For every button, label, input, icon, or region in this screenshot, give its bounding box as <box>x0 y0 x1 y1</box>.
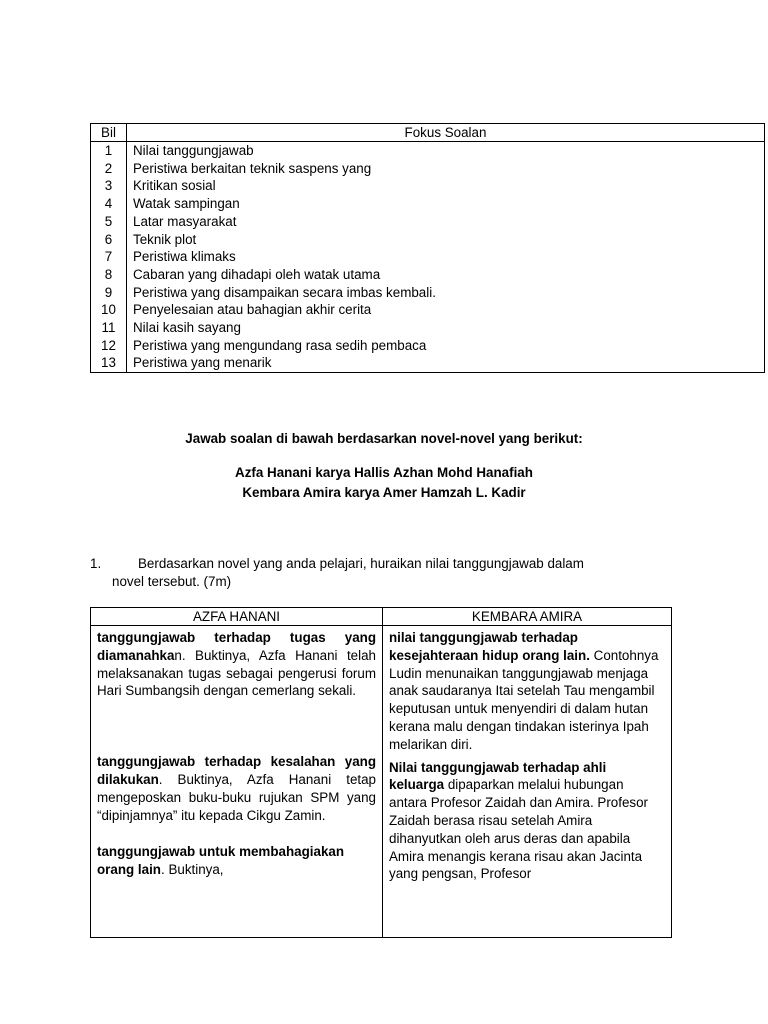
focus-row-text: Peristiwa yang mengundang rasa sedih pembaca <box>127 337 765 355</box>
focus-row-text: Peristiwa berkaitan teknik saspens yang <box>127 160 765 178</box>
focus-row <box>91 284 765 302</box>
question-number: 1. <box>90 556 102 571</box>
focus-row <box>91 142 765 160</box>
focus-row-text: Kritikan sosial <box>127 177 765 195</box>
header-bil: Bil <box>91 124 127 142</box>
left-point-3 <box>97 843 376 879</box>
focus-row-text: Peristiwa yang menarik <box>127 354 765 372</box>
question-line-2: novel tersebut. (7m) <box>112 573 232 589</box>
focus-row-number: 5 <box>91 213 127 231</box>
focus-row <box>91 266 765 284</box>
left-point-1-heading: tanggungjawab terhadap tugas yang diamanahka <box>97 630 376 663</box>
focus-row <box>91 337 765 355</box>
novel-title-2: Kembara Amira karya Amer Hamzah L. Kadir <box>242 485 526 500</box>
header-fokus-soalan: Fokus Soalan <box>127 124 765 142</box>
novel-title-1: Azfa Hanani karya Hallis Azhan Mohd Hanafiah <box>235 465 533 480</box>
header-kembara-amira: KEMBARA AMIRA <box>383 608 672 626</box>
focus-row-text: Nilai tanggungjawab <box>127 142 765 160</box>
right-point-1-heading: nilai tanggungjawab terhadap kesejahteraan hidup orang lain. <box>389 630 590 663</box>
focus-row <box>91 177 765 195</box>
kembara-amira-answers <box>383 626 672 938</box>
focus-row-number: 13 <box>91 354 127 372</box>
focus-table <box>90 123 765 373</box>
focus-row-number: 12 <box>91 337 127 355</box>
focus-row-number: 1 <box>91 142 127 160</box>
focus-row-number: 11 <box>91 319 127 337</box>
focus-table-body <box>91 142 765 373</box>
focus-row-number: 10 <box>91 301 127 319</box>
focus-row-text: Latar masyarakat <box>127 213 765 231</box>
instruction-heading: Jawab soalan di bawah berdasarkan novel-novel yang berikut: <box>185 431 583 446</box>
focus-row-text: Watak sampingan <box>127 195 765 213</box>
focus-row-text: Nilai kasih sayang <box>127 319 765 337</box>
left-point-3-heading: tanggungjawab untuk membahagiakan orang lain <box>97 844 345 878</box>
focus-row <box>91 231 765 249</box>
left-point-2 <box>97 753 376 824</box>
focus-row <box>91 354 765 372</box>
focus-row <box>91 319 765 337</box>
focus-row <box>91 160 765 178</box>
focus-row-text: Peristiwa klimaks <box>127 248 765 266</box>
focus-row-number: 4 <box>91 195 127 213</box>
focus-row-text: Cabaran yang dihadapi oleh watak utama <box>127 266 765 284</box>
header-azfa-hanani: AZFA HANANI <box>91 608 383 626</box>
right-point-2-heading: Nilai tanggungjawab terhadap ahli keluarga <box>389 759 607 793</box>
answer-table <box>90 607 672 938</box>
focus-row-text: Penyelesaian atau bahagian akhir cerita <box>127 301 765 319</box>
right-point-1 <box>389 629 665 754</box>
focus-row-number: 6 <box>91 231 127 249</box>
answer-row <box>91 626 672 938</box>
focus-row-number: 3 <box>91 177 127 195</box>
right-point-1-text: Contohnya Ludin menunaikan tanggungjawab menjaga anak saudaranya Itai setelah Tau mengambil keputusan untuk menyendiri di dalam hutan kerana malu dengan tindakan isterinya Ipah melarikan diri. <box>389 647 659 752</box>
question-line-1: Berdasarkan novel yang anda pelajari, huraikan nilai tanggungjawab dalam <box>138 556 584 571</box>
focus-row-number: 2 <box>91 160 127 178</box>
focus-row-number: 9 <box>91 284 127 302</box>
right-point-2 <box>389 759 665 884</box>
answer-table-header <box>91 608 672 626</box>
focus-table-header <box>91 124 765 142</box>
focus-row-text: Peristiwa yang disampaikan secara imbas kembali. <box>127 284 765 302</box>
focus-row-number: 7 <box>91 248 127 266</box>
question-1 <box>90 555 690 590</box>
left-point-1-text: n. Buktinya, Azfa Hanani telah melaksanakan tugas sebagai pengerusi forum Hari Sumbangsih dengan cemerlang sekali. <box>97 647 376 699</box>
right-point-2-text: dipaparkan melalui hubungan antara Profesor Zaidah dan Amira. Profesor Zaidah berasa risau setelah Amira dihanyutkan oleh arus deras dan apabila Amira menangis kerana risau akan Jacinta yang pengsan, Profesor <box>389 777 649 882</box>
focus-row <box>91 213 765 231</box>
focus-row <box>91 248 765 266</box>
focus-row <box>91 195 765 213</box>
left-point-1 <box>97 629 376 700</box>
azfa-hanani-answers <box>91 626 383 938</box>
focus-row-number: 8 <box>91 266 127 284</box>
left-point-2-text: . Buktinya, Azfa Hanani tetap mengeposkan buku-buku rujukan SPM yang “dipinjamnya” itu kepada Cikgu Zamin. <box>97 771 376 823</box>
left-point-2-heading: tanggungjawab terhadap kesalahan yang dilakukan <box>97 754 376 787</box>
focus-row <box>91 301 765 319</box>
left-point-3-text: . Buktinya, <box>161 862 224 878</box>
focus-row-text: Teknik plot <box>127 231 765 249</box>
